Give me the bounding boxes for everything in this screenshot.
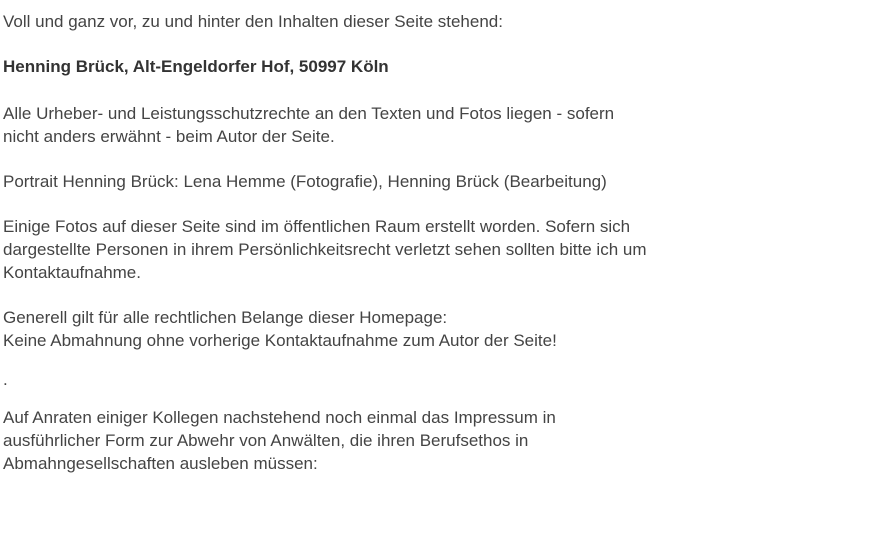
text-line: Henning Brück, Alt-Engeldorfer Hof, 50997 Köln <box>3 57 389 76</box>
paragraph-owner-address <box>3 55 863 78</box>
paragraph-stray-dot: . <box>3 370 8 389</box>
text-line: Einige Fotos auf dieser Seite sind im öffentlichen Raum erstellt worden. Sofern sich <box>3 217 631 236</box>
text-line: Auf Anraten einiger Kollegen nachstehend noch einmal das Impressum in <box>3 408 556 427</box>
paragraph-legal-notice <box>3 306 863 352</box>
text-line: Generell gilt für alle rechtlichen Belange dieser Homepage: <box>3 308 448 327</box>
text-line: Alle Urheber- und Leistungsschutzrechte an den Texten und Fotos liegen - sofern <box>3 104 615 123</box>
text-line: Keine Abmahnung ohne vorherige Kontaktaufnahme zum Autor der Seite! <box>3 331 557 350</box>
paragraph-detailed-imprint-intro <box>3 406 863 475</box>
text-line: Kontaktaufnahme. <box>3 263 141 282</box>
text-line: Voll und ganz vor, zu und hinter den Inhalten dieser Seite stehend: <box>3 12 503 31</box>
paragraph-portrait-credit <box>3 170 863 193</box>
text-line: dargestellte Personen in ihrem Persönlichkeitsrecht verletzt sehen sollten bitte ich um <box>3 240 647 259</box>
text-line: Portrait Henning Brück: Lena Hemme (Fotografie), Henning Brück (Bearbeitung) <box>3 172 607 191</box>
paragraph-public-space <box>3 215 863 284</box>
text-line: ausführlicher Form zur Abwehr von Anwälten, die ihren Berufsethos in <box>3 431 529 450</box>
paragraph-intro <box>3 10 863 33</box>
text-line: Abmahngesellschaften ausleben müssen: <box>3 454 318 473</box>
text-line: nicht anders erwähnt - beim Autor der Seite. <box>3 127 335 146</box>
paragraph-copyright <box>3 102 863 148</box>
